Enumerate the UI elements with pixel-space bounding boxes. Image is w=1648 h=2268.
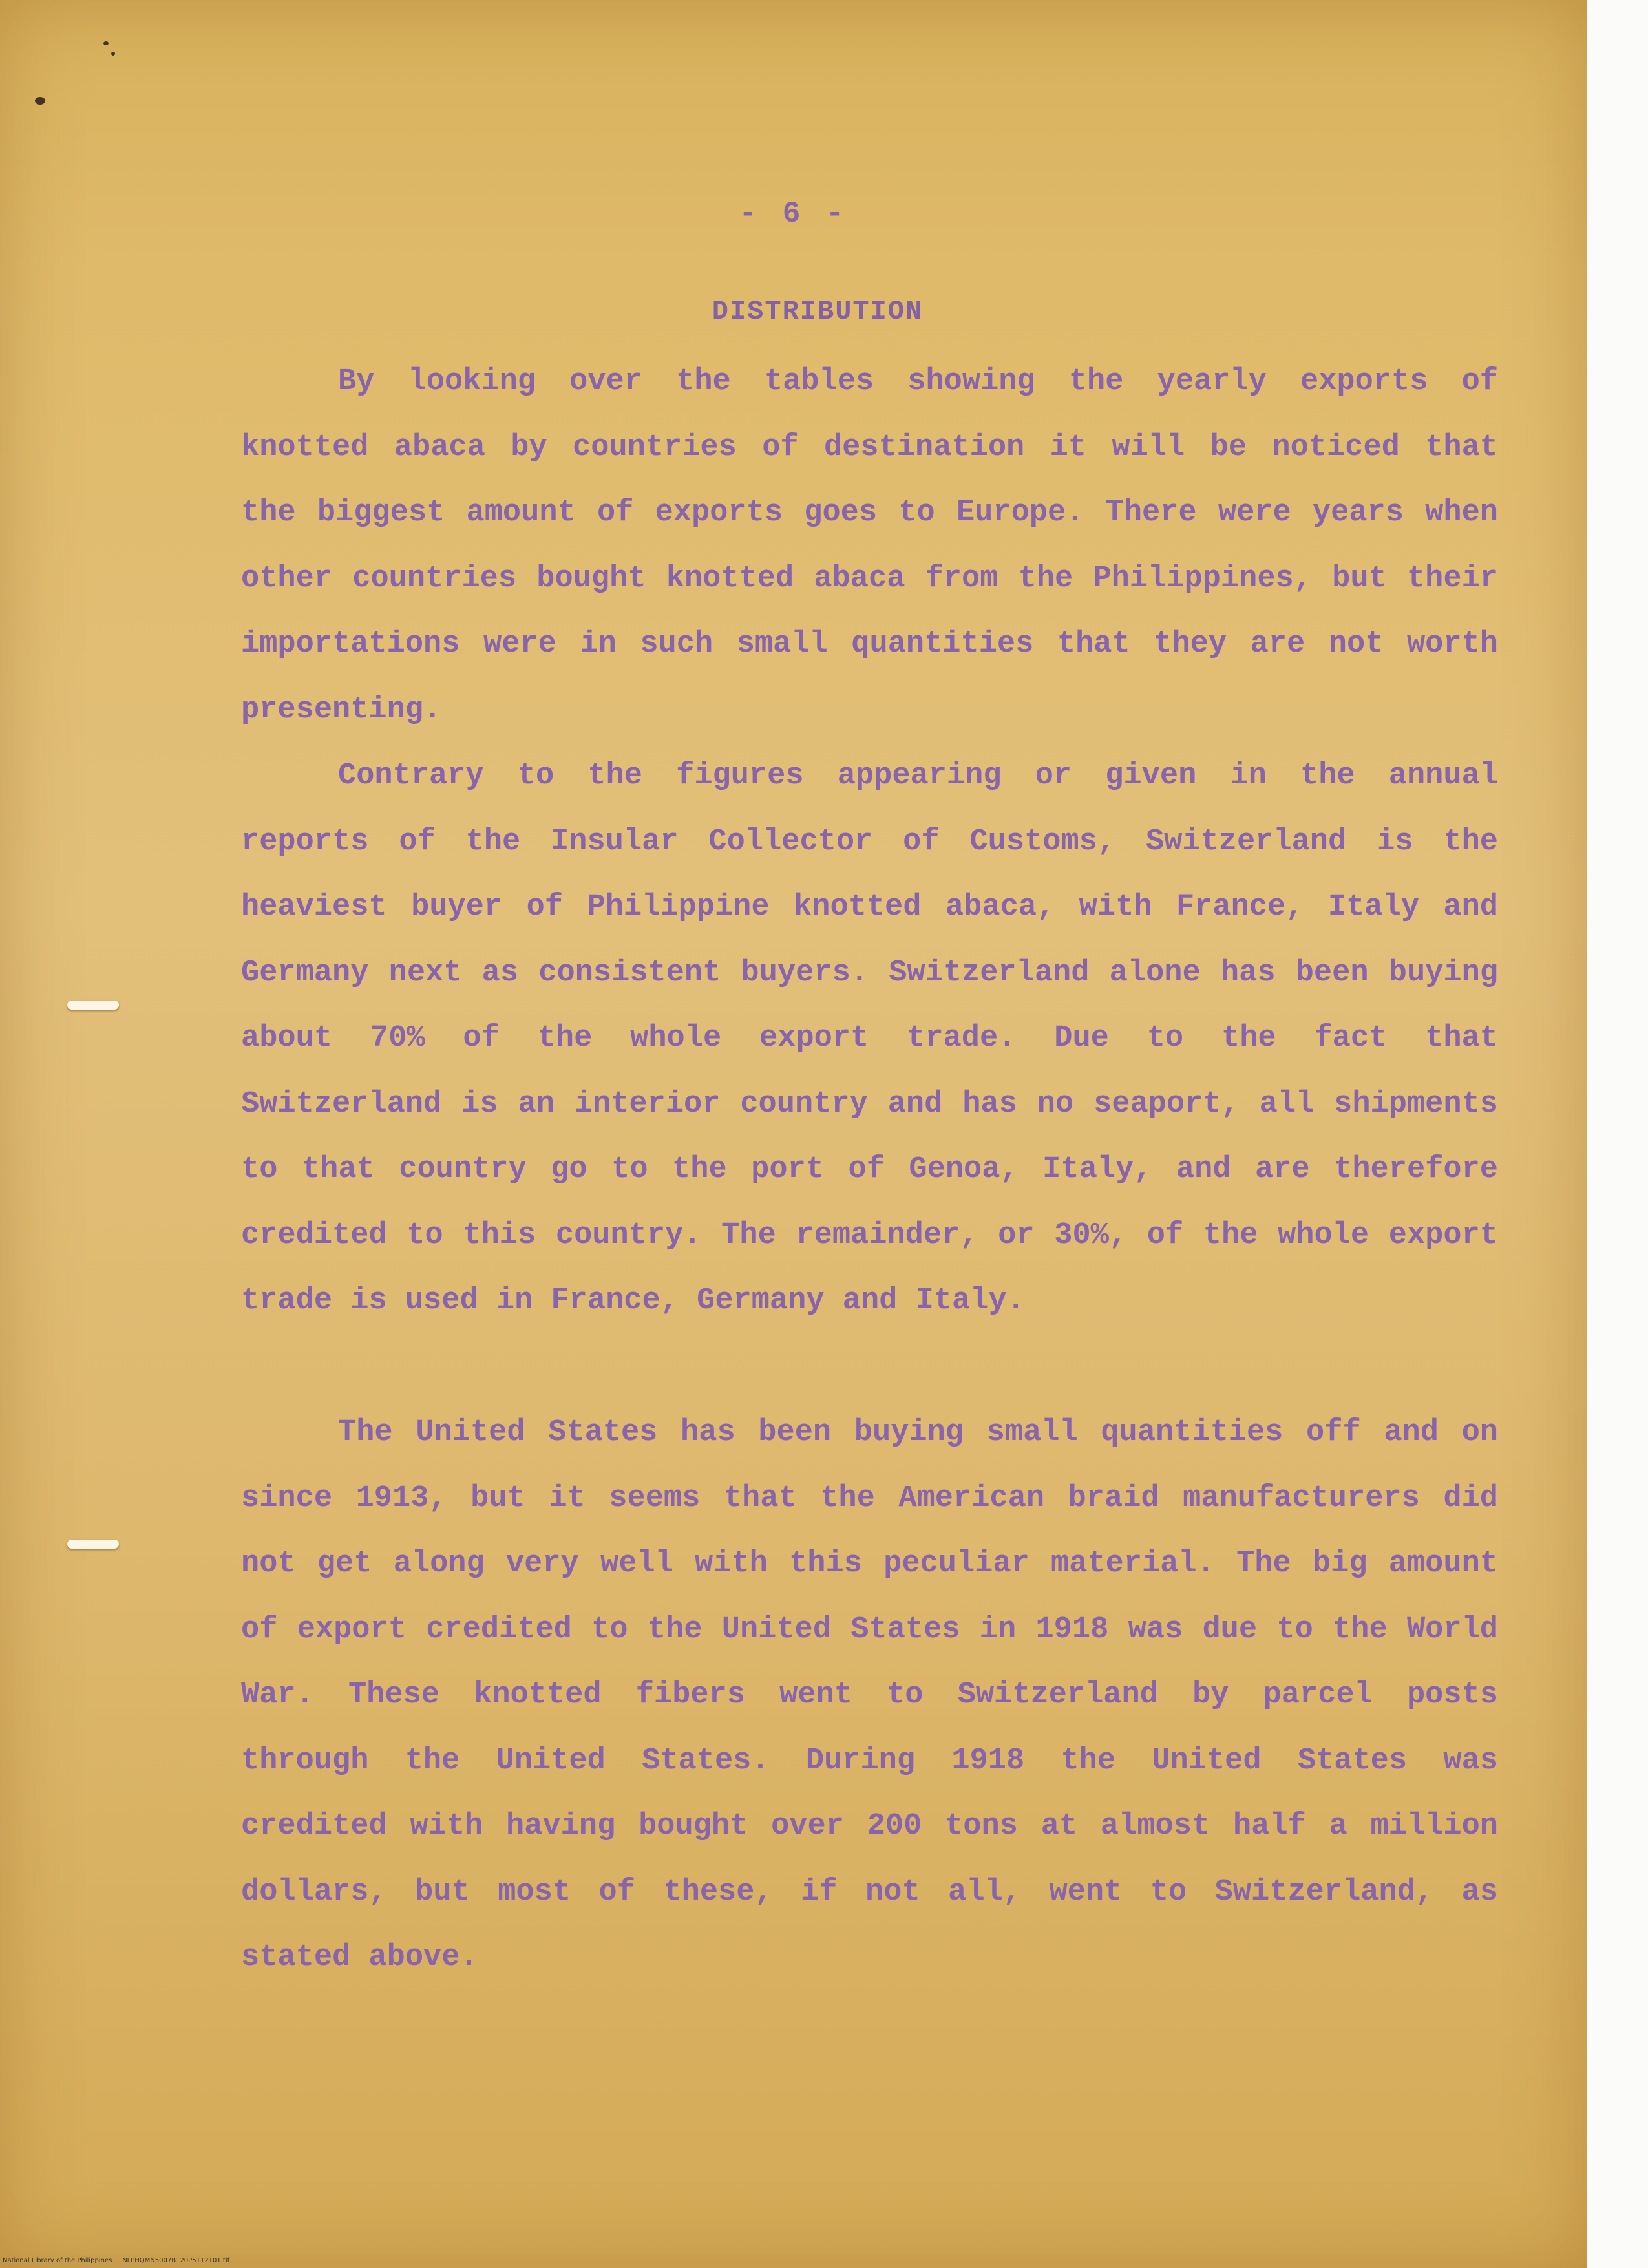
ink-smudge [103, 41, 109, 45]
scan-margin [1587, 0, 1648, 2268]
section-heading: DISTRIBUTION [712, 296, 924, 327]
ink-smudge [35, 97, 45, 105]
page-number: - 6 - [739, 197, 848, 231]
paragraph: The United States has been buying small quantities off and on since 1913, but it seems that the American braid manufacturers did not get along very well with this peculiar material. The big amount of export credited to the United States in 1918 was due to the World War. These knotted fibers went to Switzerland by parcel posts through the United States. During 1918 the United States was credited with having bought over 200 tons at almost half a million dollars, but most of these, if not all, went to Switzerland, as stated above. [241, 1415, 1498, 1975]
punch-hole [67, 1001, 119, 1010]
punch-hole [67, 1540, 119, 1549]
scan-footer [3, 2257, 229, 2264]
footer-file-id: NLPHQMN5007B120P5112101.tif [122, 2257, 230, 2264]
ink-smudge [111, 52, 115, 56]
footer-library: National Library of the Philippines [3, 2257, 112, 2264]
paragraph: By looking over the tables showing the yearly exports of knotted abaca by countries of destination it will be noticed that the biggest amount of exports goes to Europe. There were years when other countries bought knotted abaca from the Philippines, but their importations were in such small quantities that they are not worth presenting. [241, 365, 1498, 727]
paragraph: Contrary to the figures appearing or given in the annual reports of the Insular Collector of Customs, Switzerland is the heaviest buyer of Philippine knotted abaca, with France, Italy and Germany next as consistent buyers. Switzerland alone has been buying about 70% of the whole export trade. Due to the fact that Switzerland is an interior country and has no seaport, all shipments to that country go to the port of Genoa, Italy, and are therefore credited to this country. The remainder, or 30%, of the whole export trade is used in France, Germany and Italy. [241, 759, 1498, 1318]
